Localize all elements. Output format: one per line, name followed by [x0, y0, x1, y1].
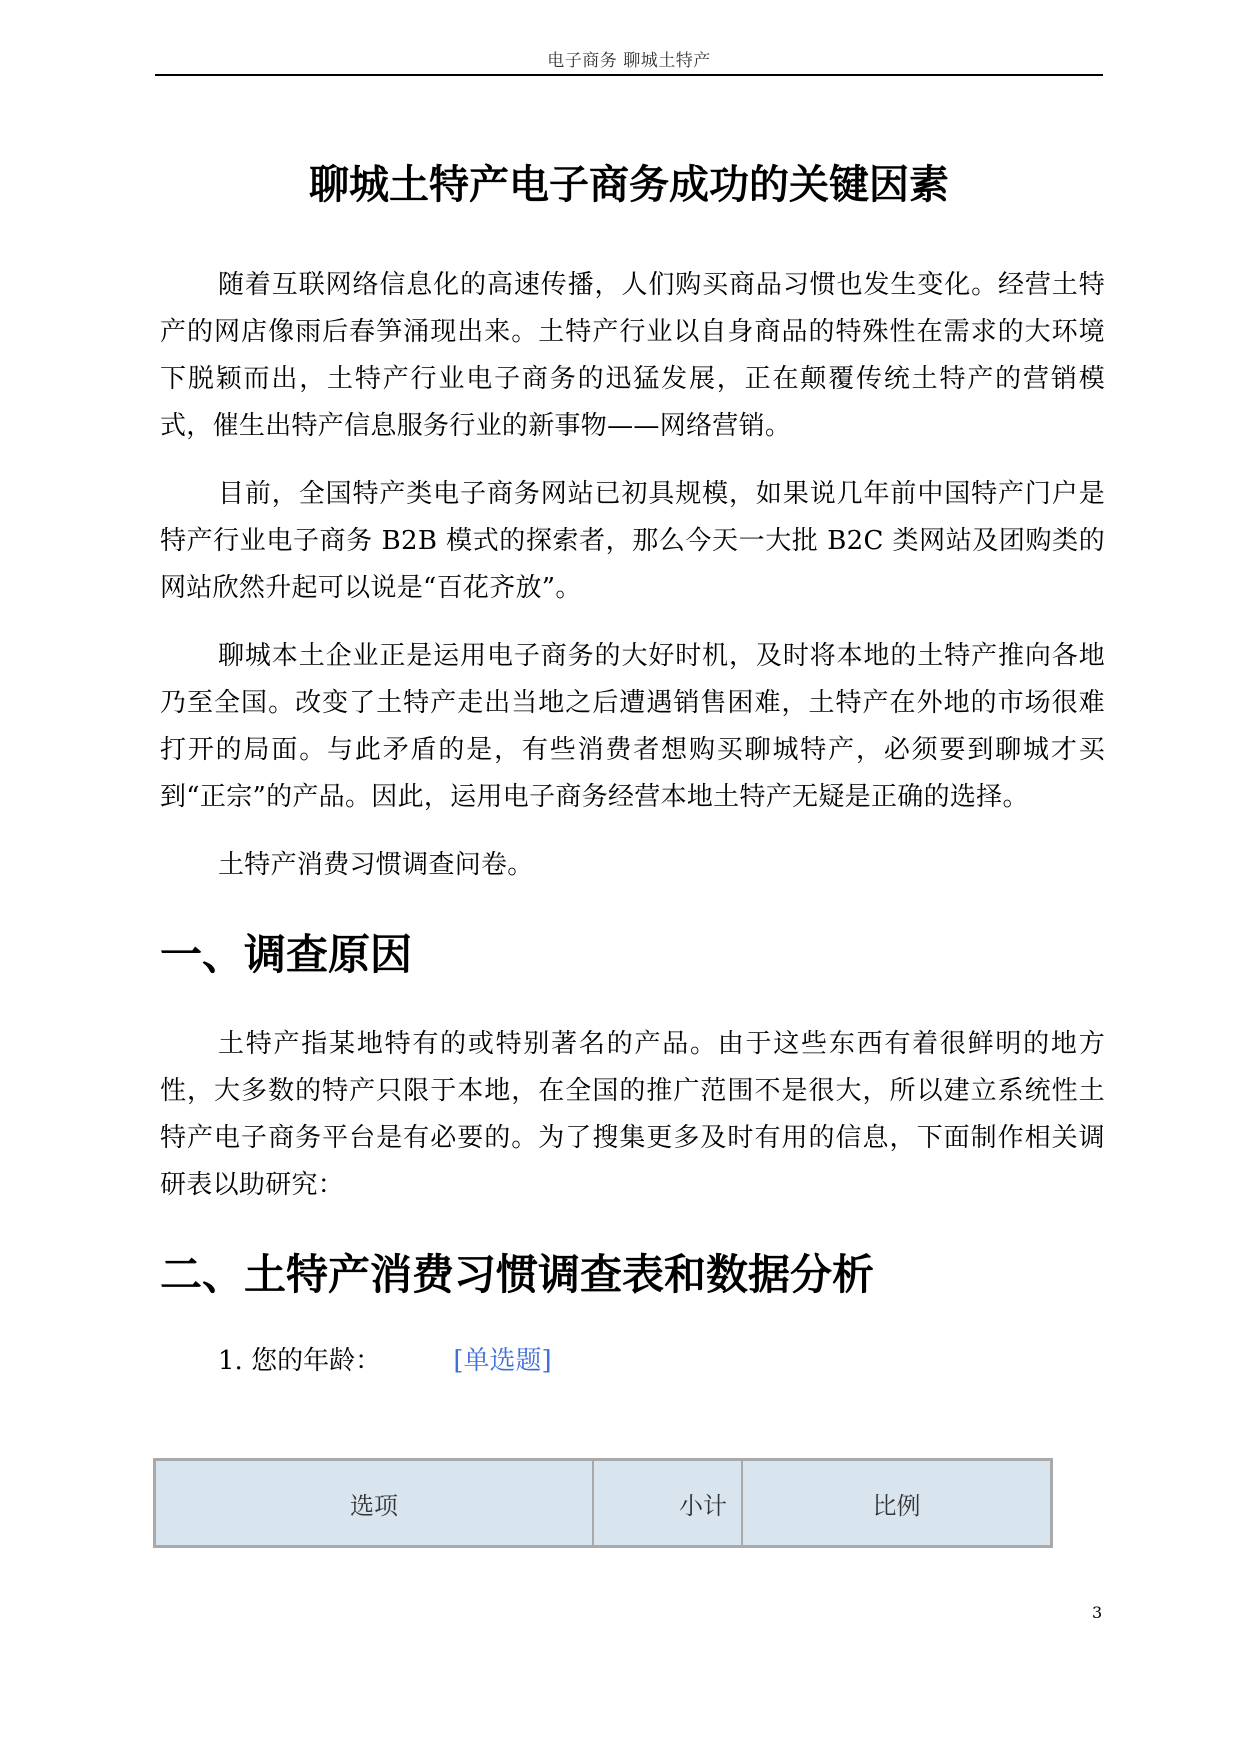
question-text: 您的年龄：: [251, 1346, 382, 1376]
document-title: 聊城土特产电子商务成功的关键因素: [309, 162, 949, 208]
intro-paragraph-1: 随着互联网络信息化的高速传播，人们购买商品习惯也发生变化。经营土特产的网店像雨后春笋涌现出来。土特产行业以自身商品的特殊性在需求的大环境下脱颖而出，土特产行业电子商务的迅猛发展，正在颠覆传统土特产的营销模式，催生出特产信息服务行业的新事物——网络营销。: [160, 270, 1105, 441]
table-header-row: [155, 1460, 1052, 1547]
section1-paragraph: 土特产指某地特有的或特别著名的产品。由于这些东西有着很鲜明的地方性，大多数的特产只限于本地，在全国的推广范围不是很大，所以建立系统性土特产电子商务平台是有必要的。为了搜集更多及时有用的信息，下面制作相关调研表以助研究：: [160, 1029, 1105, 1200]
column-header-count: 小计: [593, 1460, 742, 1547]
running-header: 电子商务 聊城土特产: [547, 51, 711, 71]
section-heading-2: 二、土特产消费习惯调查表和数据分析: [160, 1250, 875, 1299]
question-type-label: [单选题]: [453, 1346, 552, 1376]
column-header-ratio: 比例: [742, 1460, 1052, 1547]
section-heading-1: 一、调查原因: [160, 930, 413, 979]
header-divider: [155, 74, 1103, 76]
document-body: [160, 262, 1105, 1405]
page-number: 3: [1092, 1603, 1103, 1622]
intro-paragraph-3: 聊城本土企业正是运用电子商务的大好时机，及时将本地的土特产推向各地乃至全国。改变了土特产走出当地之后遭遇销售困难，土特产在外地的市场很难打开的局面。与此矛盾的是，有些消费者想购买聊城特产，必须要到聊城才买到“正宗”的产品。因此，运用电子商务经营本地土特产无疑是正确的选择。: [160, 641, 1105, 812]
survey-question-1: [218, 1341, 1105, 1381]
survey-result-table: [153, 1458, 1053, 1548]
intro-paragraph-4: 土特产消费习惯调查问卷。: [218, 850, 534, 880]
column-header-option: 选项: [155, 1460, 594, 1547]
question-number: 1.: [218, 1346, 243, 1376]
intro-paragraph-2: 目前，全国特产类电子商务网站已初具规模，如果说几年前中国特产门户是特产行业电子商务 B2B 模式的探索者，那么今天一大批 B2C 类网站及团购类的网站欣然升起可以说是“百花齐放”。: [160, 479, 1105, 603]
